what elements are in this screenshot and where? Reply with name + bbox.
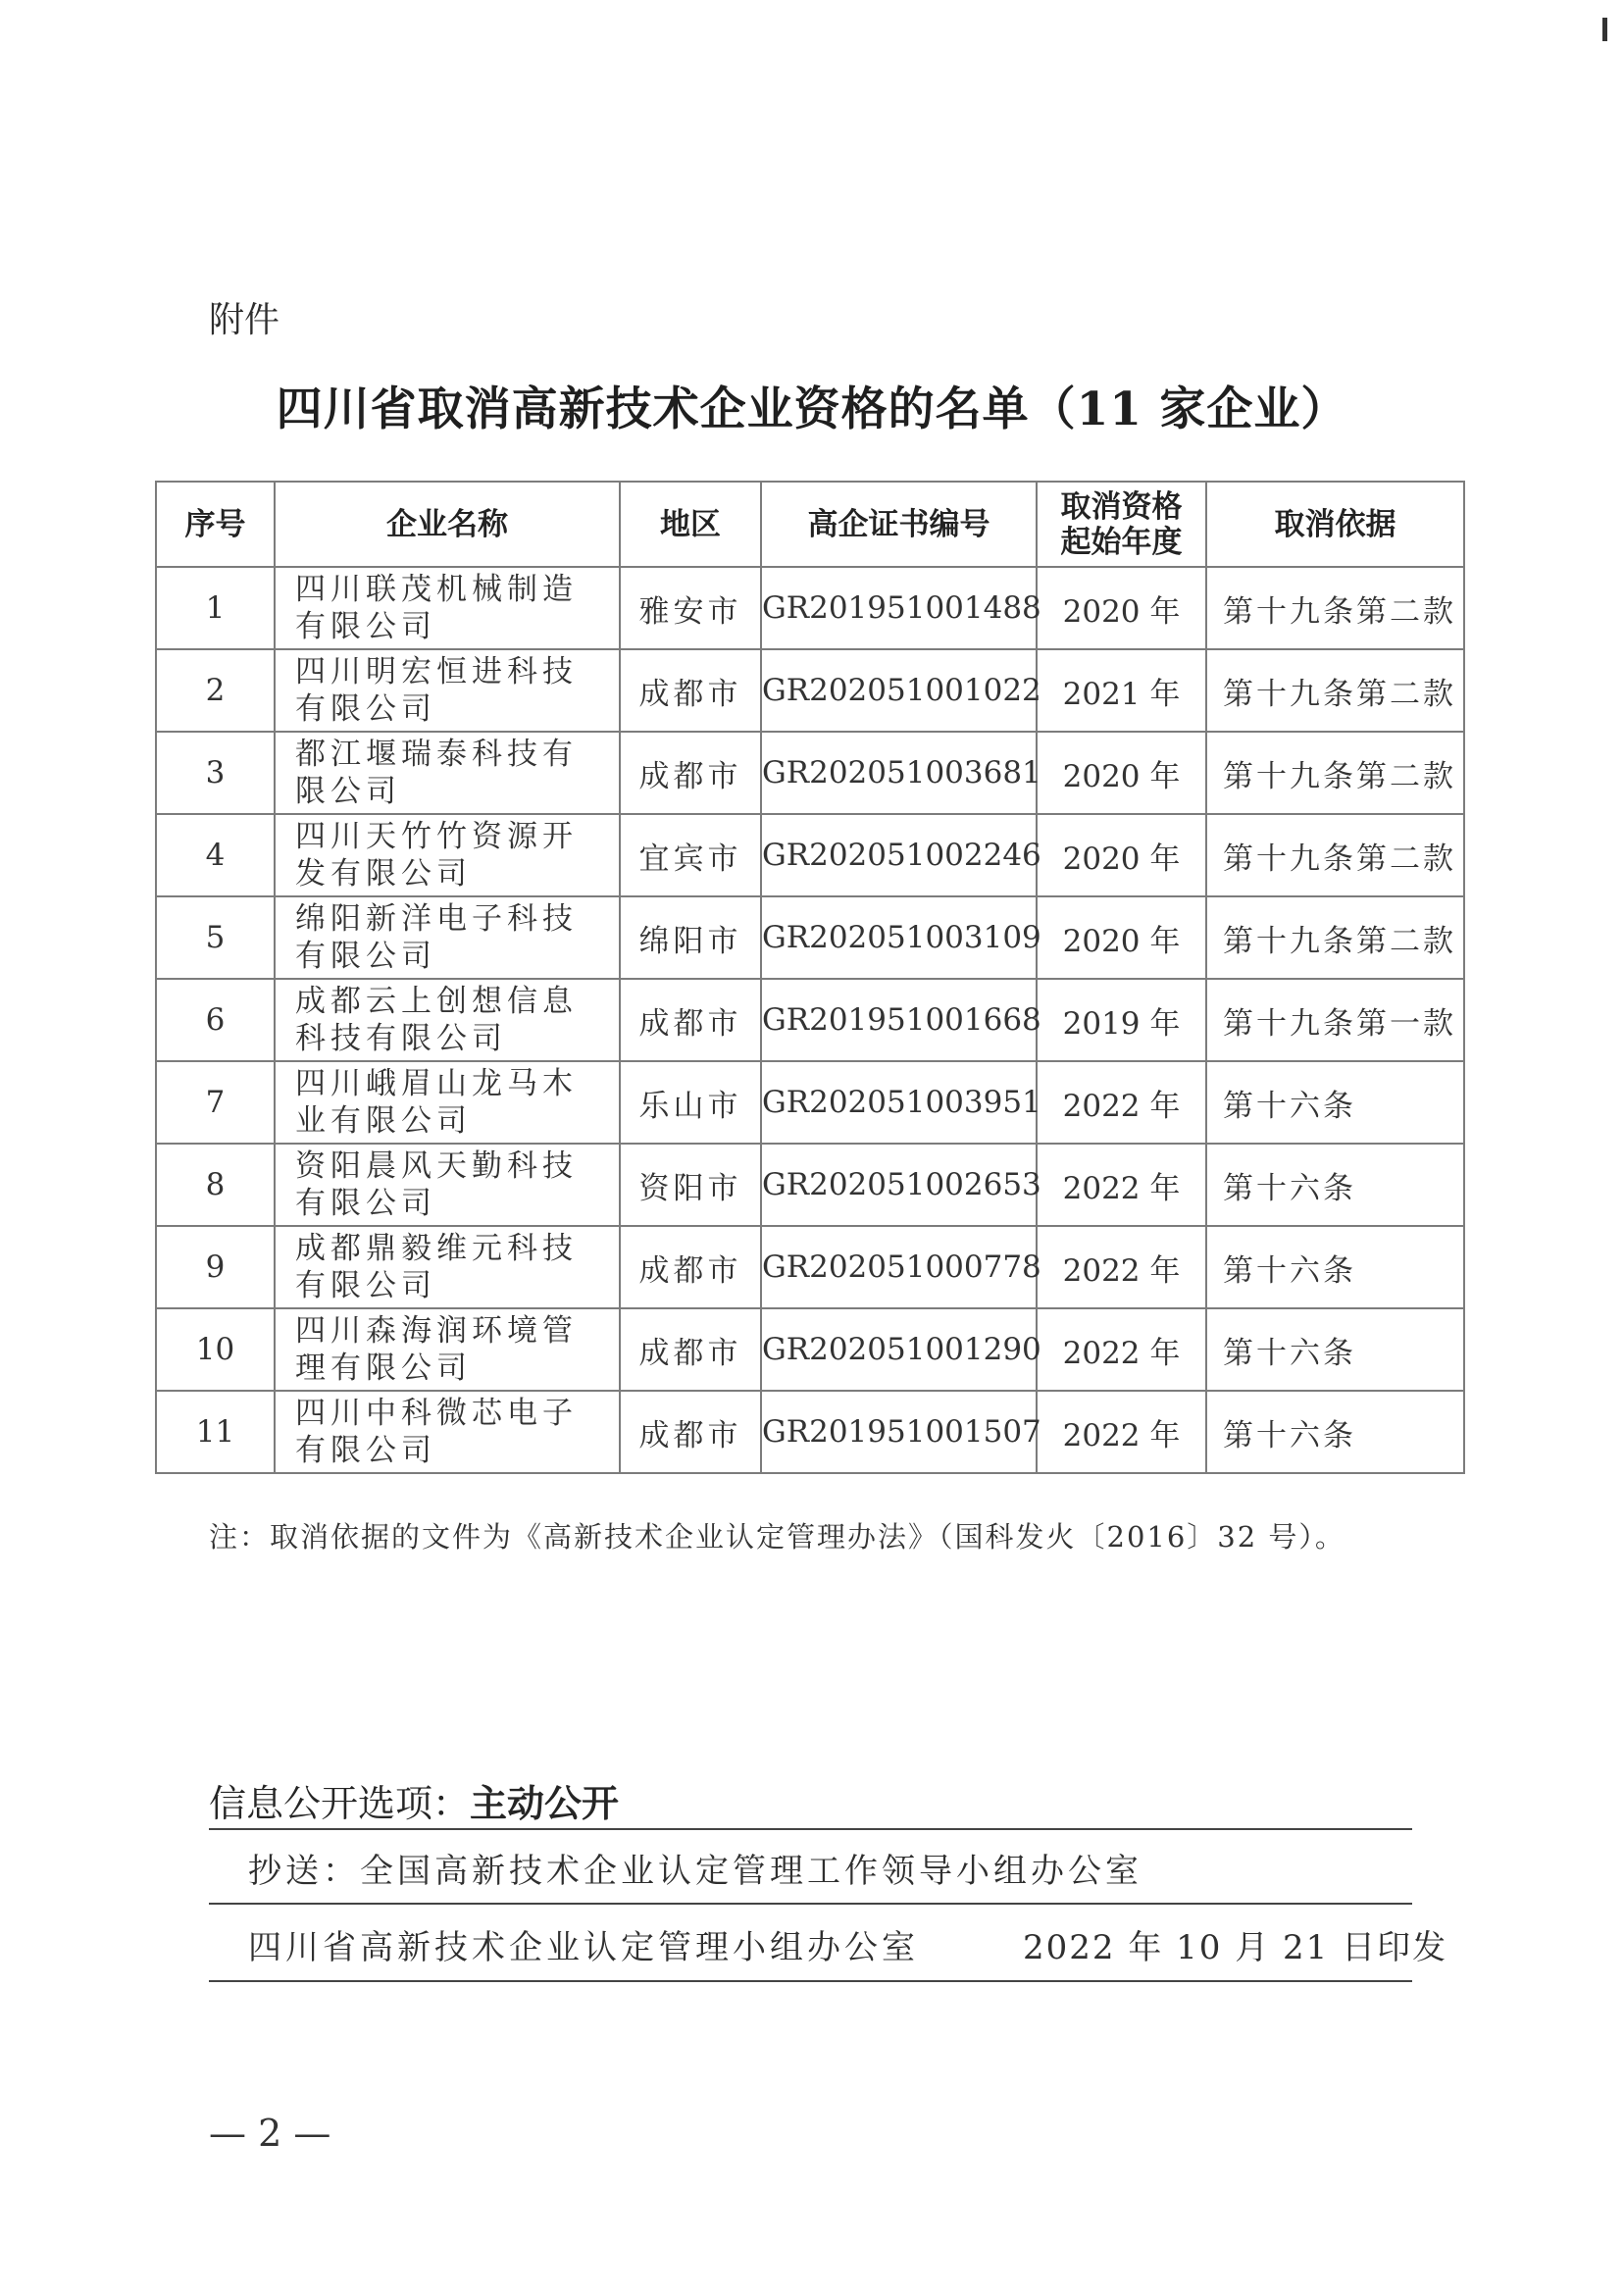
revocation-year: 2020 年 [1037, 814, 1206, 896]
company-name: 成都鼎毅维元科技有限公司 [275, 1226, 620, 1308]
row-no: 2 [156, 649, 275, 732]
revocation-year: 2021 年 [1037, 649, 1206, 732]
certificate-number: GR201951001668 [761, 979, 1037, 1061]
header-basis: 取消依据 [1206, 482, 1464, 567]
table-row [156, 1144, 1464, 1226]
divider-line [209, 1828, 1412, 1830]
header-cert: 高企证书编号 [761, 482, 1037, 567]
revocation-year: 2020 年 [1037, 896, 1206, 979]
certificate-number: GR201951001488 [761, 567, 1037, 649]
page-number: — 2 — [209, 2112, 331, 2155]
certificate-number: GR202051002653 [761, 1144, 1037, 1226]
region: 成都市 [620, 649, 761, 732]
region: 成都市 [620, 1308, 761, 1391]
revocation-year: 2020 年 [1037, 732, 1206, 814]
certificate-number: GR202051001022 [761, 649, 1037, 732]
cc-line: 抄送：全国高新技术企业认定管理工作领导小组办公室 [248, 1852, 1142, 1891]
region: 成都市 [620, 1391, 761, 1473]
region: 宜宾市 [620, 814, 761, 896]
certificate-number: GR202051002246 [761, 814, 1037, 896]
revocation-year: 2019 年 [1037, 979, 1206, 1061]
footnote: 注：取消依据的文件为《高新技术企业认定管理办法》（国科发火〔2016〕32 号）。 [209, 1520, 1345, 1554]
certificate-number: GR202051000778 [761, 1226, 1037, 1308]
region: 雅安市 [620, 567, 761, 649]
revocation-year: 2022 年 [1037, 1061, 1206, 1144]
table-row [156, 567, 1464, 649]
table-row [156, 1308, 1464, 1391]
table-row [156, 1061, 1464, 1144]
header-year-line-2: 起始年度 [1060, 524, 1183, 560]
revocation-basis: 第十九条第二款 [1206, 814, 1464, 896]
divider-line [209, 1980, 1412, 1982]
scan-mark [1602, 18, 1607, 41]
issue-date: 2022 年 10 月 21 日印发 [1023, 1928, 1448, 1967]
row-no: 10 [156, 1308, 275, 1391]
revocation-basis: 第十九条第二款 [1206, 567, 1464, 649]
region: 成都市 [620, 1226, 761, 1308]
revocation-basis: 第十六条 [1206, 1391, 1464, 1473]
certificate-number: GR202051001290 [761, 1308, 1037, 1391]
company-name: 四川中科微芯电子有限公司 [275, 1391, 620, 1473]
company-name: 都江堰瑞泰科技有限公司 [275, 732, 620, 814]
document-title: 四川省取消高新技术企业资格的名单（11 家企业） [276, 382, 1348, 436]
region: 成都市 [620, 979, 761, 1061]
header-year-line-1: 取消资格 [1060, 488, 1183, 525]
row-no: 7 [156, 1061, 275, 1144]
revoked-enterprise-table [155, 481, 1465, 1474]
certificate-number: GR202051003951 [761, 1061, 1037, 1144]
revocation-year: 2022 年 [1037, 1144, 1206, 1226]
table-row [156, 979, 1464, 1061]
divider-line [209, 1903, 1412, 1905]
header-region: 地区 [620, 482, 761, 567]
company-name: 四川天竹竹资源开发有限公司 [275, 814, 620, 896]
revocation-basis: 第十六条 [1206, 1061, 1464, 1144]
company-name: 资阳晨风天勤科技有限公司 [275, 1144, 620, 1226]
issuing-office: 四川省高新技术企业认定管理小组办公室 [248, 1928, 919, 1967]
row-no: 11 [156, 1391, 275, 1473]
company-name: 绵阳新洋电子科技有限公司 [275, 896, 620, 979]
table-row [156, 732, 1464, 814]
certificate-number: GR202051003681 [761, 732, 1037, 814]
disclosure-option [209, 1773, 619, 1827]
certificate-number: GR201951001507 [761, 1391, 1037, 1473]
revocation-basis: 第十六条 [1206, 1226, 1464, 1308]
company-name: 四川森海润环境管理有限公司 [275, 1308, 620, 1391]
revocation-year: 2022 年 [1037, 1391, 1206, 1473]
row-no: 4 [156, 814, 275, 896]
company-name: 四川明宏恒进科技有限公司 [275, 649, 620, 732]
revocation-year: 2022 年 [1037, 1226, 1206, 1308]
revocation-year: 2020 年 [1037, 567, 1206, 649]
header-year [1037, 482, 1206, 567]
table-row [156, 649, 1464, 732]
certificate-number: GR202051003109 [761, 896, 1037, 979]
region: 成都市 [620, 732, 761, 814]
row-no: 8 [156, 1144, 275, 1226]
disclosure-label: 信息公开选项： [209, 1782, 471, 1825]
table-row [156, 1226, 1464, 1308]
header-no: 序号 [156, 482, 275, 567]
row-no: 1 [156, 567, 275, 649]
revocation-basis: 第十九条第一款 [1206, 979, 1464, 1061]
row-no: 9 [156, 1226, 275, 1308]
company-name: 四川峨眉山龙马木业有限公司 [275, 1061, 620, 1144]
company-name: 四川联茂机械制造有限公司 [275, 567, 620, 649]
revocation-basis: 第十九条第二款 [1206, 896, 1464, 979]
company-name: 成都云上创想信息科技有限公司 [275, 979, 620, 1061]
attachment-label: 附件 [209, 300, 280, 340]
table-row [156, 896, 1464, 979]
row-no: 6 [156, 979, 275, 1061]
region: 绵阳市 [620, 896, 761, 979]
revocation-basis: 第十九条第二款 [1206, 732, 1464, 814]
table-row [156, 1391, 1464, 1473]
row-no: 3 [156, 732, 275, 814]
region: 乐山市 [620, 1061, 761, 1144]
revocation-basis: 第十九条第二款 [1206, 649, 1464, 732]
region: 资阳市 [620, 1144, 761, 1226]
table-row [156, 814, 1464, 896]
row-no: 5 [156, 896, 275, 979]
revocation-basis: 第十六条 [1206, 1308, 1464, 1391]
header-name: 企业名称 [275, 482, 620, 567]
disclosure-value: 主动公开 [470, 1782, 620, 1825]
revocation-year: 2022 年 [1037, 1308, 1206, 1391]
table-header-row [156, 482, 1464, 567]
revocation-basis: 第十六条 [1206, 1144, 1464, 1226]
